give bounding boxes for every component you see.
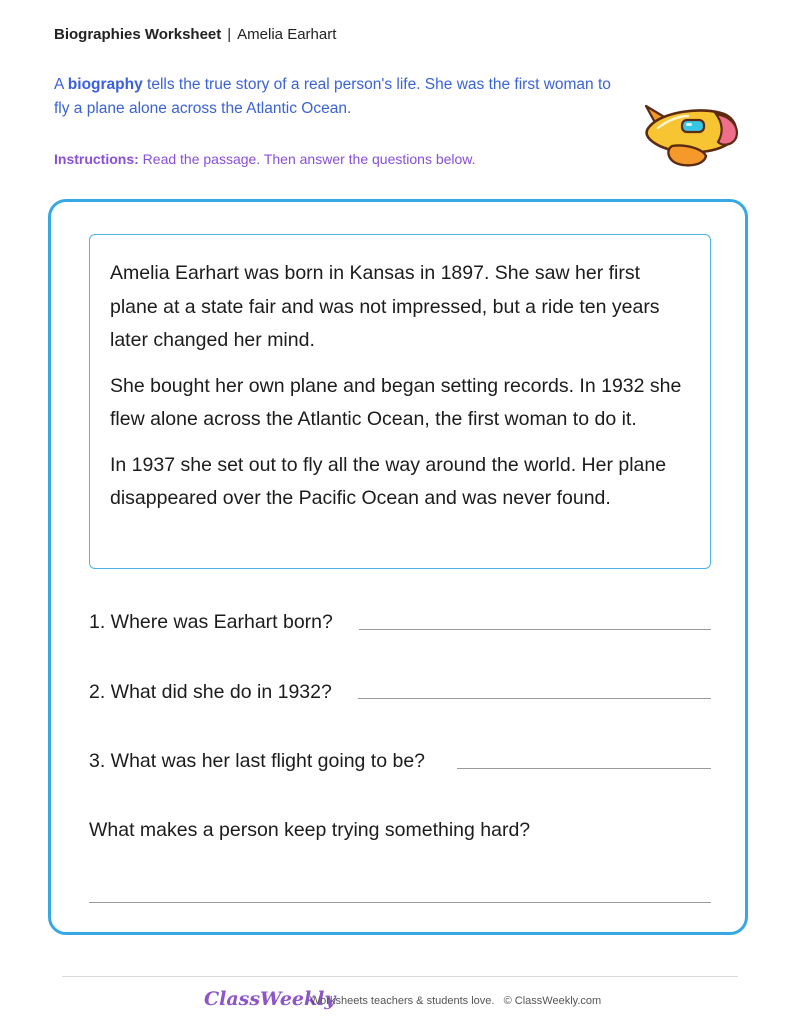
question-2: 2. What did she do in 1932? xyxy=(89,681,332,703)
footer-tagline xyxy=(310,995,601,1007)
passage-paragraph: Amelia Earhart was born in Kansas in 1897. She saw her first plane at a state fair and was not impressed, but a ride ten years later changed her mind. xyxy=(110,262,660,351)
question-3: 3. What was her last flight going to be? xyxy=(89,750,426,772)
question-1: 1. Where was Earhart born? xyxy=(89,611,333,633)
question-4: What makes a person keep trying something hard? xyxy=(89,819,531,841)
footer-divider xyxy=(62,976,738,977)
worksheet-subtitle: Amelia Earhart xyxy=(237,26,337,43)
worksheet-title: Biographies Worksheet xyxy=(54,26,222,43)
intro-term: biography xyxy=(67,76,143,93)
intro-prefix: A xyxy=(54,76,68,93)
footer-tagline-text: Worksheets teachers & students love. xyxy=(310,995,495,1007)
instructions-text: Read the passage. Then answer the questions below. xyxy=(138,151,476,167)
answer-line-2[interactable] xyxy=(358,698,711,699)
answer-line-1[interactable] xyxy=(359,629,711,630)
passage-paragraph: In 1937 she set out to fly all the way around the world. Her plane disappeared over the Pacific Ocean and was never found. xyxy=(110,453,667,509)
intro-definition: tells the true story of a real person's life. She was the first woman to fly a plane alone across the Atlantic Ocean. xyxy=(54,76,611,117)
instructions-label: Instructions: xyxy=(54,151,139,167)
answer-line-4[interactable] xyxy=(89,902,711,903)
passage-paragraph: She bought her own plane and began setting records. In 1932 she flew alone across the Atlantic Ocean, the first woman to do it. xyxy=(110,374,682,430)
instructions xyxy=(54,151,476,167)
brand-logo: ClassWeekly xyxy=(204,988,336,1010)
intro-text xyxy=(54,73,614,121)
toy-airplane-icon xyxy=(632,96,744,174)
header-separator: | xyxy=(227,26,232,43)
answer-line-3[interactable] xyxy=(457,768,711,769)
reading-passage xyxy=(89,234,711,569)
footer-copyright: © ClassWeekly.com xyxy=(503,995,602,1007)
worksheet-header xyxy=(54,26,336,43)
